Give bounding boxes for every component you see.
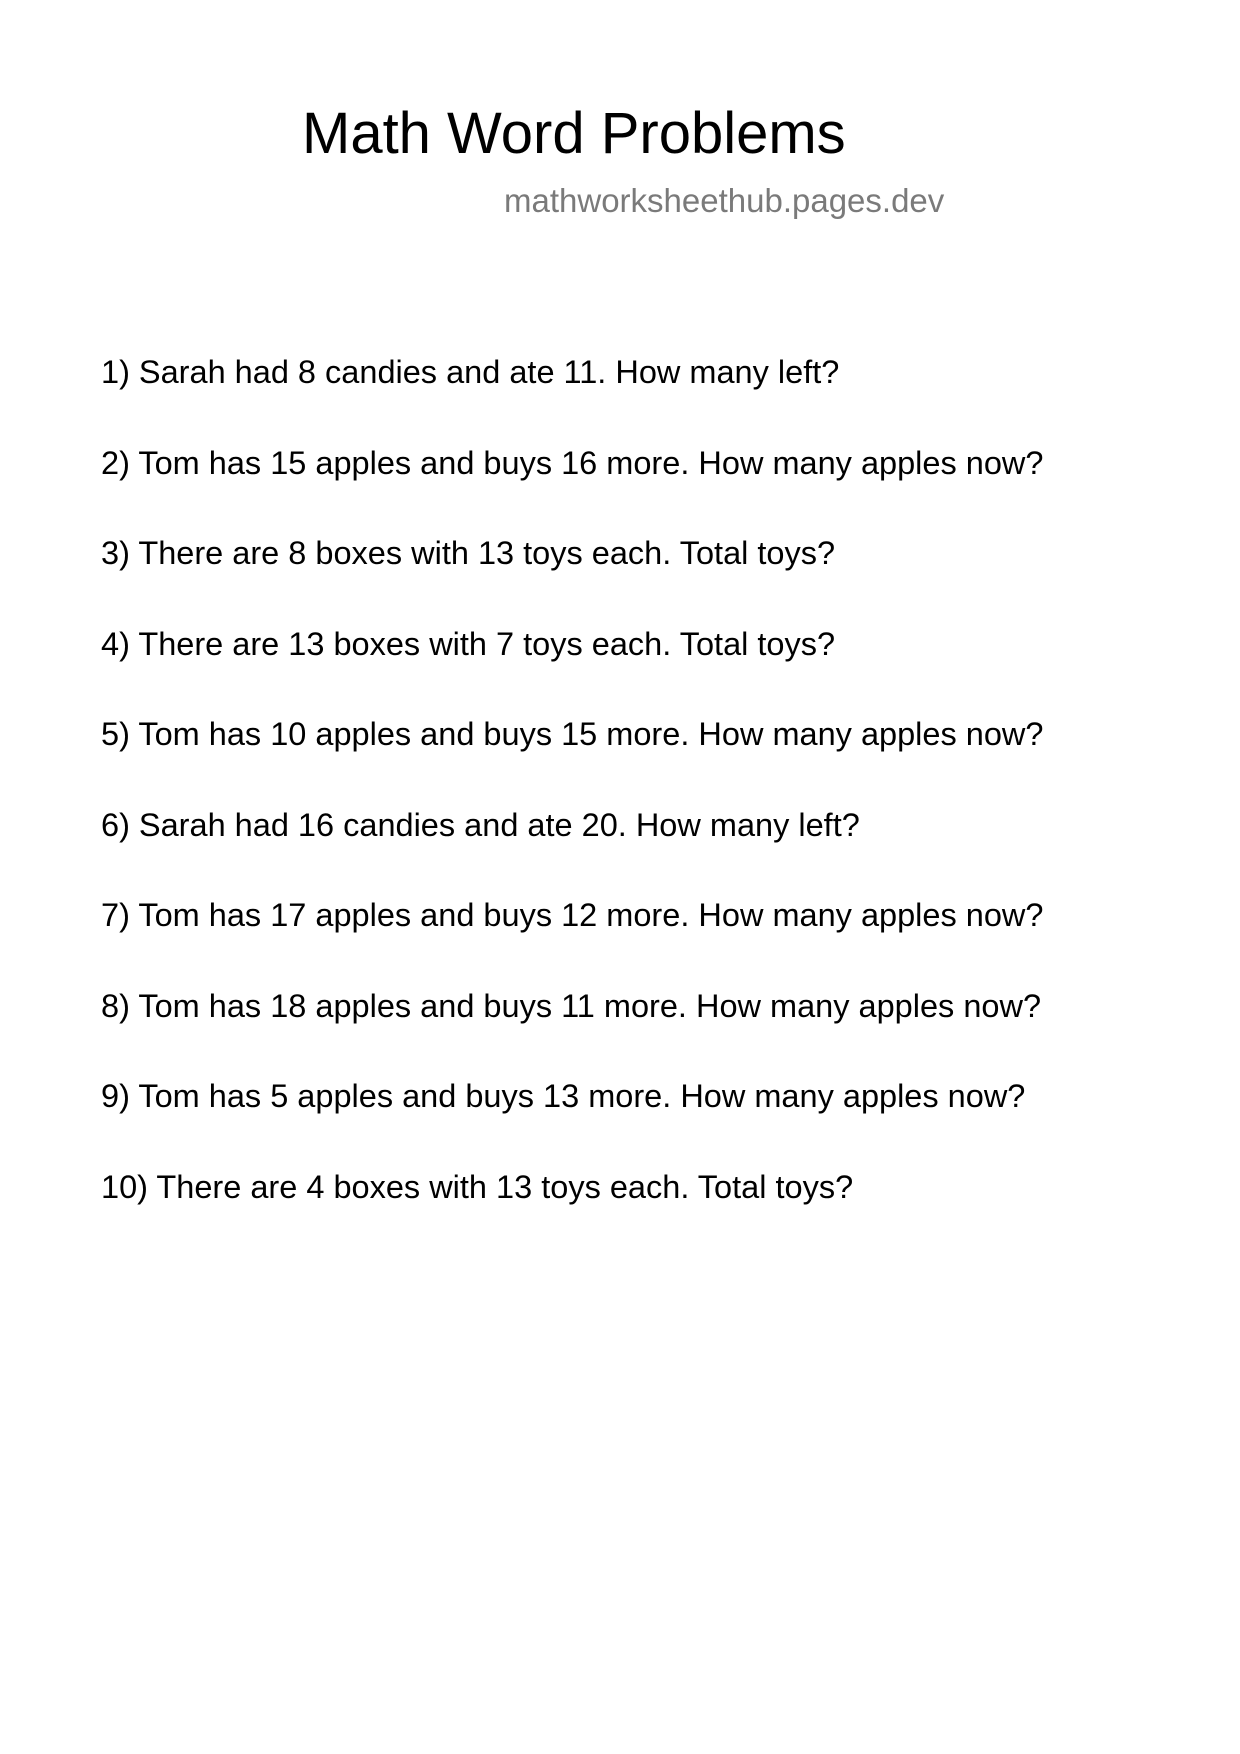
problem-item: 7) Tom has 17 apples and buys 12 more. How many apples now? bbox=[101, 897, 1044, 933]
problem-item: 10) There are 4 boxes with 13 toys each. Total toys? bbox=[101, 1168, 854, 1205]
problem-item: 3) There are 8 boxes with 13 toys each. Total toys? bbox=[101, 535, 836, 571]
problem-list bbox=[101, 350, 1043, 1255]
problem-item: 6) Sarah had 16 candies and ate 20. How many left? bbox=[101, 806, 860, 843]
problem-item: 9) Tom has 5 apples and buys 13 more. How many apples now? bbox=[101, 1078, 1026, 1114]
worksheet-title: Math Word Problems bbox=[302, 101, 846, 166]
problem-item: 1) Sarah had 8 candies and ate 11. How many left? bbox=[101, 354, 840, 390]
problem-item: 8) Tom has 18 apples and buys 11 more. How many apples now? bbox=[101, 987, 1042, 1024]
problem-item: 2) Tom has 15 apples and buys 16 more. How many apples now? bbox=[101, 444, 1044, 481]
source-website: mathworksheethub.pages.dev bbox=[504, 182, 945, 219]
problem-item: 5) Tom has 10 apples and buys 15 more. How many apples now? bbox=[101, 716, 1044, 752]
problem-item: 4) There are 13 boxes with 7 toys each. Total toys? bbox=[101, 625, 836, 662]
